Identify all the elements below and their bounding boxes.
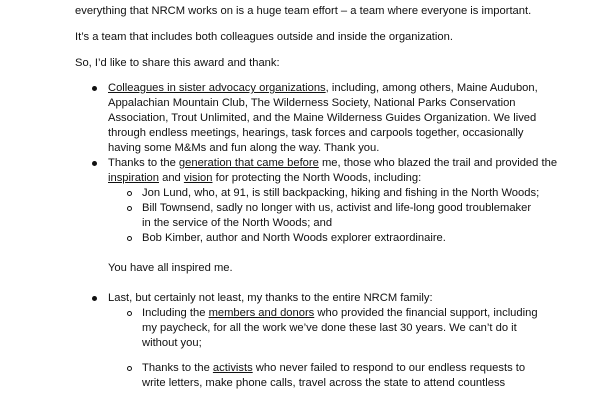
- vision-link[interactable]: vision: [183, 172, 213, 184]
- bullet-1-line-3: Association, Trout Unlimited, and the Maine Wilderness Guides Organization. We lived: [108, 112, 537, 124]
- members-donors-link[interactable]: members and donors: [208, 307, 315, 319]
- sub-item-jon-lund: Jon Lund, who, at 91, is still backpacking, hiking and fishing in the North Woods;: [142, 187, 540, 199]
- bullet-2-line-1-a: Thanks to the: [108, 157, 179, 169]
- bullet-2-line-2-a: and: [159, 172, 184, 184]
- bullet-1-line-4: through endless meetings, hearings, task forces and carpools together, occasionally: [108, 127, 524, 139]
- intro-line-3: So, I’d like to share this award and thank:: [75, 57, 280, 69]
- bullet-1-line-1: [108, 81, 538, 95]
- bullet-2-line-2-b: for protecting the North Woods, including:: [212, 172, 422, 184]
- bullet-2-line-1: [108, 156, 557, 170]
- bullet-1-line-1-rest: , including, among others, Maine Audubon,: [325, 82, 538, 94]
- sub-item-activists-line-2: write letters, make phone calls, travel across the state to attend countless: [142, 377, 506, 389]
- sub-bullet-circle-3: [127, 236, 132, 241]
- bullet-dot-2: [92, 161, 97, 166]
- sub-item-members-line-2: my paycheck, for all the work we’ve done these last 30 years. We can’t do it: [142, 322, 517, 334]
- bullet-dot-3: [92, 296, 97, 301]
- intro-line-1: everything that NRCM works on is a huge team effort – a team where everyone is important.: [75, 5, 532, 17]
- sub-bullet-circle-4: [127, 311, 132, 316]
- sister-organizations-link[interactable]: Colleagues in sister advocacy organizations: [108, 82, 326, 94]
- bullet-2-line-2: [108, 171, 421, 185]
- sub-bullet-circle-1: [127, 191, 132, 196]
- sub-item-activists-line-1: [142, 361, 525, 375]
- sub-item-members-line-1: [142, 306, 538, 320]
- bullet-1-line-2: Appalachian Mountain Club, The Wilderness Society, National Parks Conservation: [108, 97, 516, 109]
- sub-item-bob-kimber: Bob Kimber, author and North Woods explorer extraordinaire.: [142, 232, 446, 244]
- bullet-3-line-1: Last, but certainly not least, my thanks to the entire NRCM family:: [108, 292, 433, 304]
- inspiration-link[interactable]: inspiration: [108, 172, 159, 184]
- intro-line-2: It’s a team that includes both colleagues outside and inside the organization.: [75, 31, 453, 43]
- bullet-dot-1: [92, 86, 97, 91]
- sub-item-members-b: who provided the financial support, including: [314, 307, 538, 319]
- generation-before-link[interactable]: generation that came before: [178, 157, 319, 169]
- sub-item-members-a: Including the: [142, 307, 209, 319]
- sub-bullet-circle-5: [127, 366, 132, 371]
- sub-bullet-circle-2: [127, 206, 132, 211]
- activists-link[interactable]: activists: [212, 362, 253, 374]
- bullet-1-line-5: having some M&Ms and fun along the way. Thank you.: [108, 142, 380, 154]
- bullet-2-closing: You have all inspired me.: [108, 262, 233, 274]
- bullet-2-line-1-b: me, those who blazed the trail and provided the: [318, 157, 558, 169]
- sub-item-activists-a: Thanks to the: [142, 362, 213, 374]
- sub-item-activists-b: who never failed to respond to our endless requests to: [252, 362, 526, 374]
- sub-item-bill-townsend-line-1: Bill Townsend, sadly no longer with us, activist and life-long good troublemaker: [142, 202, 532, 214]
- sub-item-members-line-3: without you;: [142, 337, 202, 349]
- sub-item-bill-townsend-line-2: in the service of the North Woods; and: [142, 217, 333, 229]
